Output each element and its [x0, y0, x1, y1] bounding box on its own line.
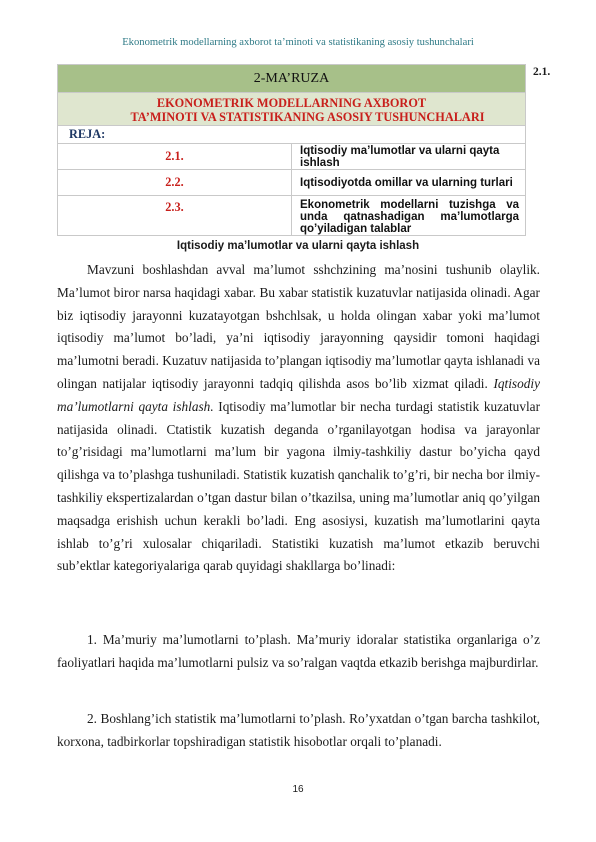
list-paragraph-1-text: 1. Ma’muriy ma’lumotlarni to’plash. Ma’muriy idoralar statistika organlariga o’z faoliyatlari haqida ma’lumotlarni pulsiz va so’ralgan vaqtda etkazib berishga majburdirlar. — [57, 632, 540, 670]
lecture-title-row — [58, 93, 526, 126]
lecture-number-row — [58, 65, 526, 93]
main-paragraph — [57, 259, 540, 578]
lecture-title-line-1: EKONOMETRIK MODELLARNING AXBOROT — [156, 96, 427, 110]
plan-label-row — [58, 126, 526, 144]
plan-item-text: Iqtisodiyotda omillar va ularning turlari — [292, 170, 526, 196]
plan-item-text: Iqtisodiy ma’lumotlar va ularni qayta ishlash — [292, 144, 526, 170]
paragraph-indent — [57, 711, 87, 726]
plan-item-number: 2.3. — [58, 196, 292, 236]
list-paragraph-2-text: 2. Boshlang’ich statistik ma’lumotlarni to’plash. Ro’yxatdan o’tgan barcha tashkilot, korxona, tadbirkorlar topshiradigan statistik hisobotlar orqali to’planadi. — [57, 711, 540, 749]
side-section-number: 2.1. — [533, 66, 551, 78]
running-header: Ekonometrik modellarning axborot ta’minoti va statistikaning asosiy tushunchalari — [122, 37, 474, 48]
lecture-number: 2-MA’RUZA — [58, 65, 526, 93]
main-paragraph-italic: Iqtisodiy ma’lumotlarni qayta ishlash. — [57, 375, 540, 414]
section-heading: Iqtisodiy ma’lumotlar va ularni qayta ishlash — [176, 240, 420, 252]
list-paragraph-2 — [57, 708, 540, 754]
paragraph-indent — [57, 262, 87, 277]
main-paragraph-part-2: Iqtisodiy ma’lumotlar bir necha turdagi statistik kuzatuvlar natijasida olinadi. Ctatistik kuzatish deganda o’rganilayotgan hodisa va jarayonlar to’g’risidagi ma’lumotlarni ma’lum bir yagona ilmiy-tashkiliy dastur bo’yicha qayd qilishga va to’plashga tushuniladi. Statistik kuzatish qanchalik to’g’ri, bir necha bor ilmiy-tashkiliy ekspertizalardan o’tgan dastur bilan o’tkazilsa, uning ma’lumotlar aniq qo’yilgan maqsadga erishish uchun kerakli bo’ladi. Eng asosiysi, kuzatish ma’lumotlarini qayta ishlab to’g’ri xulosalar chiqariladi. Statistiki kuzatish ma’lumot etkazib beruvchi sub’ektlar kategoriyalariga qarab quyidagi shakllarga bo’linadi: — [57, 398, 540, 574]
list-paragraph-1 — [57, 629, 540, 675]
page-number: 16 — [292, 784, 304, 795]
plan-item-number: 2.1. — [58, 144, 292, 170]
plan-item — [58, 170, 526, 196]
plan-item-number: 2.2. — [58, 170, 292, 196]
plan-item — [58, 196, 526, 236]
plan-item-text: Ekonometrik modellarni tuzishga va unda qatnashadigan ma’lumotlarga qo’yiladigan talablar — [292, 196, 526, 236]
plan-item — [58, 144, 526, 170]
lecture-title-line-2: TA’MINOTI VA STATISTIKANING ASOSIY TUSHUNCHALARI — [130, 110, 485, 124]
plan-label: REJA: — [58, 126, 526, 144]
main-paragraph-part-1: Mavzuni boshlashdan avval ma’lumot sshchzining ma’nosini tushunib olaylik. Ma’lumot biror narsa haqidagi xabar. Bu xabar statistik kuzatuvlar natijasida olinadi. Agar biz iqtisodiy jarayonni kuzatayotgan bshchlsak, u holda olingan xabar yoki ma’lumot iqtisodiy ma’lumot bo’ladi, ya’ni iqtisodiy jarayonning qaysidir tomoni haqidagi ma’lumotni beradi. Kuzatuv natijasida to’plangan iqtisodiy ma’lumotlar qayta ishlanadi va olingan natijalar iqtisodiy jarayonni tadqiq qilishda asos bo’lib xizmat qiladi. — [57, 262, 540, 391]
lecture-plan-table — [57, 64, 526, 236]
paragraph-indent — [57, 632, 87, 647]
lecture-title — [58, 93, 526, 126]
